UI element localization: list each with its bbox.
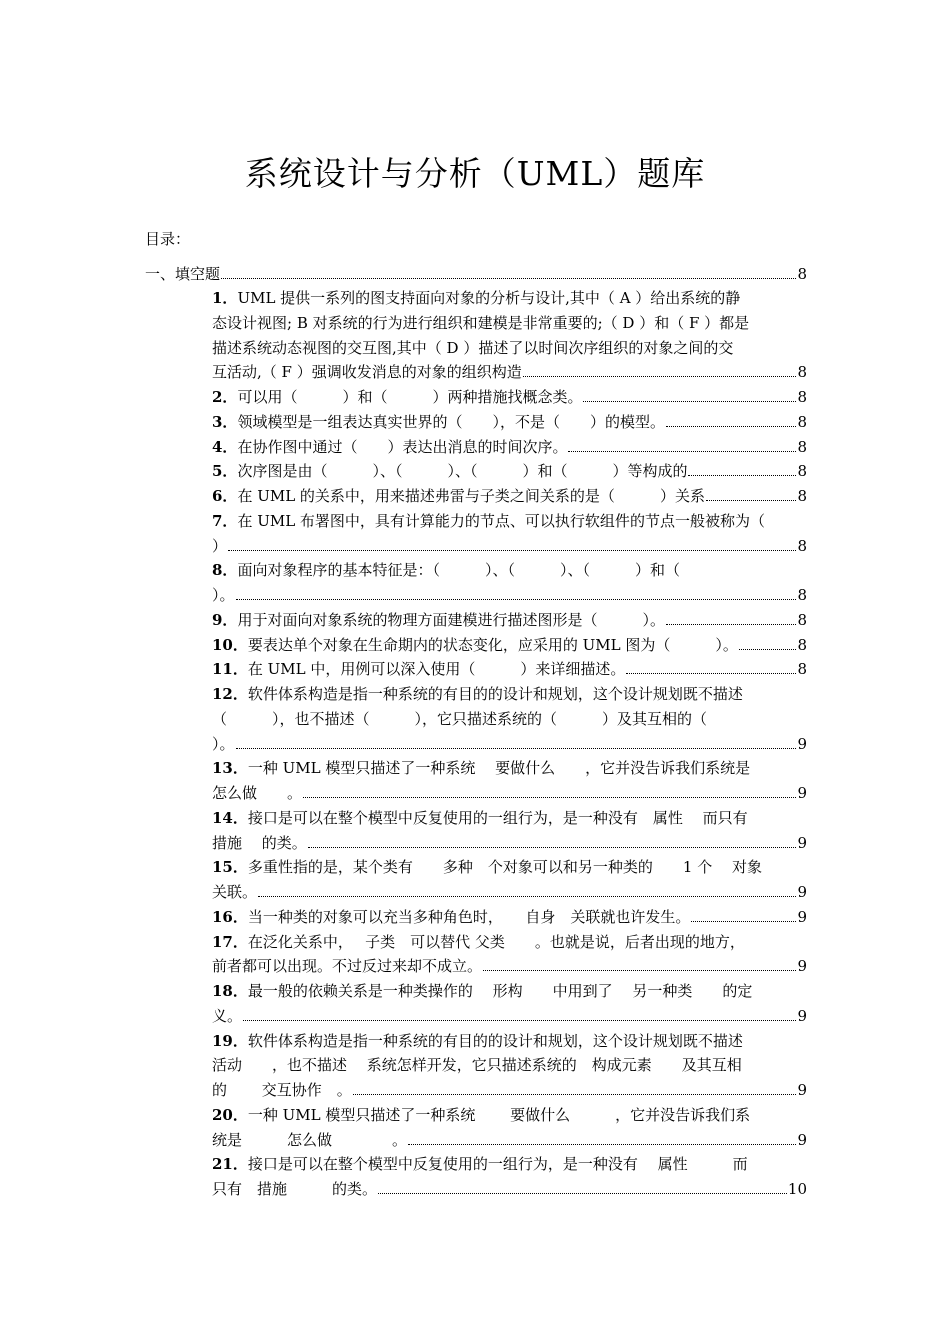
toc-entry-text: 接口是可以在整个模型中反复使用的一组行为，是一种没有 属性 而只有 (247, 808, 748, 827)
toc-entry-line (212, 1029, 807, 1054)
toc-entry-last-line (212, 732, 807, 757)
toc-entry[interactable] (212, 979, 807, 1029)
toc-entry[interactable] (212, 484, 807, 509)
toc-page-number: 8 (797, 437, 807, 456)
toc-entry-number: 17． (212, 932, 248, 951)
toc-page-number: 8 (797, 586, 807, 604)
toc-page-number: 8 (797, 462, 807, 481)
toc-leader-dots (626, 673, 796, 674)
toc-entry-last-line (212, 831, 807, 856)
toc-section-page: 8 (797, 265, 807, 283)
toc-page-number: 8 (797, 487, 807, 505)
toc-leader-dots (666, 624, 797, 625)
toc-entry-last-line (212, 583, 807, 608)
toc-entry-line (212, 806, 807, 831)
toc-entry-line (212, 1103, 807, 1128)
toc-entry-text: 互活动,（ F ）强调收发消息的对象的组织构造 (212, 363, 522, 382)
toc-leader-dots (236, 748, 797, 749)
toc-entry-text: 软件体系构造是指一种系统的有目的的设计和规划，这个设计规划既不描述 (247, 1031, 743, 1050)
toc-page-number: 10 (787, 1180, 807, 1198)
toc-entry-number: 20． (212, 1105, 248, 1124)
toc-entry-text: 面向对象程序的基本特征是：（ ）、（ ）、（ ）和（ (237, 561, 680, 580)
toc-label: 目录： (145, 230, 191, 248)
toc-entry-number: 9． (212, 610, 238, 629)
toc-entry-text: （ ），也不描述（ ），它只描述系统的（ ）及其互相的（ (212, 709, 708, 728)
toc-page-number: 8 (797, 660, 807, 679)
toc-entry-line (212, 1053, 807, 1078)
toc-entry-number: 13． (212, 759, 248, 778)
toc-entry-text: 领域模型是一组表达真实世界的（ ），不是（ ）的模型。 (237, 412, 665, 431)
toc-entry-text: 关联。 (212, 883, 258, 901)
toc-page-number: 8 (797, 610, 807, 629)
toc-entry-text: 活动 ，也不描述 系统怎样开发，它只描述系统的 构成元素 及其互相 (212, 1056, 742, 1075)
toc-entry[interactable] (212, 905, 807, 930)
toc-entry-number: 6． (212, 487, 238, 505)
toc-entry[interactable] (212, 410, 807, 435)
toc-entry-text: 多重性指的是，某个类有 多种 个对象可以和另一种类的 1 个 对象 (247, 858, 762, 877)
toc-entry[interactable] (212, 459, 807, 484)
toc-entry-text: 措施 的类。 (212, 833, 307, 852)
toc-page-number: 9 (797, 1006, 807, 1025)
toc-entry-number: 3． (212, 412, 238, 431)
toc-leader-dots (739, 649, 797, 650)
toc-entry-number: 1． (212, 289, 238, 307)
toc-entry-last-line (212, 435, 807, 460)
toc-entry-text: 在 UML 中，用例可以深入使用（ ）来详细描述。 (247, 660, 626, 679)
toc-page-number: 9 (797, 883, 807, 901)
toc-leader-dots (523, 376, 797, 377)
toc-entry-text: 在 UML 的关系中，用来描述弗雷与子类之间关系的是（ ）关系 (237, 487, 705, 505)
toc-entry-last-line (212, 534, 807, 559)
toc-entry[interactable] (212, 1152, 807, 1202)
toc-leader-dots (228, 550, 796, 551)
toc-page-number: 9 (797, 1130, 807, 1149)
toc-entry[interactable] (212, 1103, 807, 1153)
toc-entry-last-line (212, 1128, 807, 1153)
toc-entry-line (212, 930, 807, 955)
toc-entry-text: 在 UML 布署图中，具有计算能力的节点、可以执行软组件的节点一般被称为（ (237, 511, 765, 530)
toc-section-line[interactable] (145, 262, 807, 286)
toc-entry-text: 用于对面向对象系统的物理方面建模进行描述图形是（ ）。 (237, 610, 665, 629)
toc-entry[interactable] (212, 682, 807, 756)
toc-entry-text: ）。 (212, 586, 235, 604)
toc-leader-dots (408, 1144, 796, 1145)
toc-entry-last-line (212, 1177, 807, 1202)
toc-entry-text: 前者都可以出现。不过反过来却不成立。 (212, 957, 483, 976)
toc-entry-number: 8． (212, 561, 238, 580)
toc-entry[interactable] (212, 806, 807, 856)
toc-entry-line (212, 336, 807, 361)
toc-entry-last-line (212, 1004, 807, 1029)
toc-entry-number: 2． (212, 388, 238, 406)
toc-leader-dots (666, 426, 797, 427)
toc-entry-last-line (212, 1078, 807, 1103)
toc-entry[interactable] (212, 855, 807, 905)
document-title: 系统设计与分析（UML）题库 (244, 154, 706, 193)
toc-entry-text: 的 交互协作 。 (212, 1081, 352, 1099)
toc-leader-dots (236, 599, 797, 600)
toc-entry-number: 5． (212, 462, 238, 481)
toc-leader-dots (483, 970, 796, 971)
toc-page-number: 9 (797, 1081, 807, 1099)
toc-entry-text: 一种 UML 模型只描述了一种系统 要做什么 ，它并没告诉我们系统是 (247, 759, 751, 778)
toc-page-number: 9 (797, 784, 807, 802)
toc-entry-text: 要表达单个对象在生命期内的状态变化，应采用的 UML 图为（ ）。 (247, 635, 738, 654)
toc-entry[interactable] (212, 756, 807, 806)
toc-entry-text: 只有 措施 的类。 (212, 1180, 378, 1198)
toc-entry-last-line (212, 880, 807, 905)
toc-leader-dots (378, 1193, 787, 1194)
toc-entry[interactable] (212, 608, 807, 633)
toc-entry-number: 16． (212, 907, 248, 926)
toc-entry-last-line (212, 954, 807, 979)
toc-entry-number: 15． (212, 858, 248, 877)
toc-entry-text: 描述系统动态视图的交互图,其中（ D ）描述了以时间次序组织的对象之间的交 (212, 338, 734, 357)
toc-entry-line (212, 979, 807, 1004)
toc-entry-list (212, 286, 807, 1202)
toc-entry[interactable] (212, 435, 807, 460)
toc-page-number: 9 (797, 957, 807, 976)
toc-page-number: 8 (797, 388, 807, 406)
toc-entry-number: 4． (212, 437, 238, 456)
toc-page-number: 9 (797, 734, 807, 753)
toc-entry-number: 11． (212, 660, 248, 679)
toc-entry-number: 7． (212, 511, 238, 530)
toc-entry-text: 义。 (212, 1006, 243, 1025)
toc-page-number: 8 (797, 635, 807, 654)
toc-page-number: 8 (797, 363, 807, 382)
toc-entry-line (212, 509, 807, 534)
toc-leader-dots (691, 921, 796, 922)
toc-entry-last-line (212, 608, 807, 633)
toc-leader-dots (258, 896, 796, 897)
toc-entry-last-line (212, 360, 807, 385)
toc-entry[interactable] (212, 930, 807, 980)
toc-entry-line (212, 707, 807, 732)
toc-leader-dots (303, 797, 796, 798)
toc-entry-number: 10． (212, 635, 248, 654)
toc-leader-dots (221, 278, 796, 279)
toc-entry-line (212, 311, 807, 336)
toc-leader-dots (568, 451, 796, 452)
toc-entry-text: ）。 (212, 734, 235, 753)
toc-entry[interactable] (212, 385, 807, 410)
toc-entry-line (212, 558, 807, 583)
toc-entry-number: 14． (212, 808, 248, 827)
toc-leader-dots (308, 847, 797, 848)
toc-entry-line (212, 1152, 807, 1177)
toc-entry-number: 19． (212, 1031, 248, 1050)
toc-entry-number: 12． (212, 685, 248, 703)
toc-entry-last-line (212, 633, 807, 658)
toc-entry-number: 21． (212, 1155, 248, 1174)
toc-entry-last-line (212, 385, 807, 410)
toc-entry[interactable] (212, 633, 807, 658)
toc-leader-dots (353, 1094, 797, 1095)
toc-entry-text: 在泛化关系中， 子类 可以替代 父类 。也就是说，后者出现的地方， (247, 932, 745, 951)
toc-section-label: 一、填空题 (145, 265, 221, 283)
toc-entry-last-line (212, 657, 807, 682)
toc-entry-last-line (212, 459, 807, 484)
toc-entry-last-line (212, 484, 807, 509)
toc-entry-text: 接口是可以在整个模型中反复使用的一组行为，是一种没有 属性 而 (247, 1155, 748, 1174)
toc-entry-text: 统是 怎么做 。 (212, 1130, 408, 1149)
toc-entry-last-line (212, 410, 807, 435)
toc-entry[interactable] (212, 657, 807, 682)
toc-entry[interactable] (212, 286, 807, 385)
toc-entry-text: 软件体系构造是指一种系统的有目的的设计和规划，这个设计规划既不描述 (247, 685, 743, 703)
toc-entry-text: 最一般的依赖关系是一种类操作的 形构 中用到了 另一种类 的定 (247, 982, 753, 1000)
toc-entry-text: 当一种类的对象可以充当多种角色时， 自身 关联就也许发生。 (247, 907, 691, 926)
toc-entry-last-line (212, 905, 807, 930)
toc-page-number: 9 (797, 833, 807, 852)
toc-entry-text: 在协作图中通过（ ）表达出消息的时间次序。 (237, 437, 568, 456)
toc-entry-text: 一种 UML 模型只描述了一种系统 要做什么 ，它并没告诉我们系 (247, 1105, 751, 1124)
toc-entry-text: 次序图是由（ ）、（ ）、（ ）和（ ）等构成的 (237, 462, 688, 481)
toc-entry[interactable] (212, 509, 807, 559)
toc-entry-text: 态设计视图; B 对系统的行为进行组织和建模是非常重要的;（ D ）和（ F ）都是 (212, 313, 750, 332)
toc-entry[interactable] (212, 1029, 807, 1103)
toc-entry-text: UML 提供一系列的图支持面向对象的分析与设计,其中（ A ）给出系统的静 (237, 289, 741, 307)
toc-entry-line (212, 286, 807, 311)
toc-entry-line (212, 855, 807, 880)
toc-entry[interactable] (212, 558, 807, 608)
toc-entry-text: 可以用（ ）和（ ）两种措施找概念类。 (237, 388, 583, 406)
toc-entry-line (212, 682, 807, 707)
toc-entry-text: ） (212, 536, 228, 555)
toc-page-number: 8 (797, 412, 807, 431)
toc-entry-number: 18． (212, 982, 248, 1000)
toc-entry-last-line (212, 781, 807, 806)
toc-page-number: 9 (797, 907, 807, 926)
toc-leader-dots (243, 1020, 796, 1021)
toc-leader-dots (583, 401, 796, 402)
toc-entry-text: 怎么做 。 (212, 784, 303, 802)
toc-entry-line (212, 756, 807, 781)
toc-leader-dots (688, 475, 796, 476)
toc-page-number: 8 (797, 536, 807, 555)
toc-leader-dots (706, 500, 797, 501)
